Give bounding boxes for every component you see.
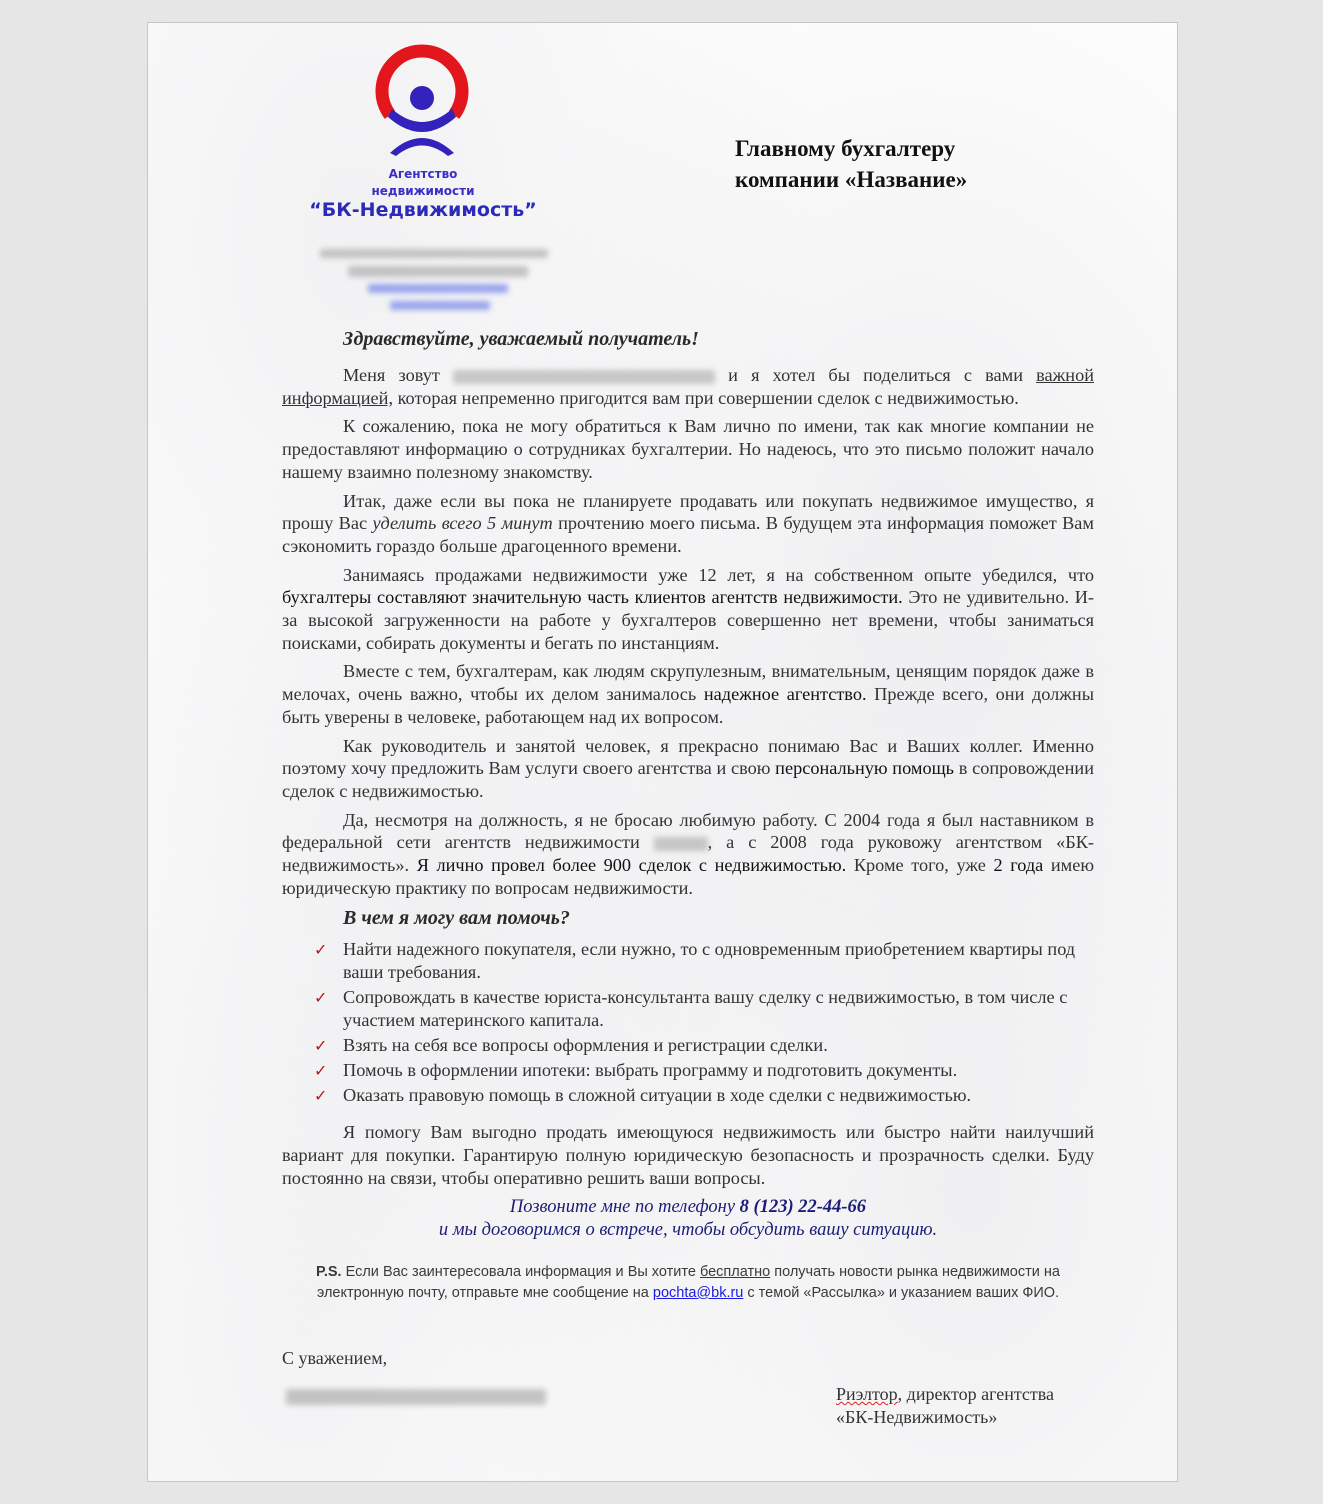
- checkmark-icon: ✓: [314, 988, 328, 1008]
- list-item: [282, 1034, 1094, 1057]
- emphasis: уделить всего 5 минут: [372, 513, 553, 534]
- highlight: бухгалтеры составляют значительную часть клиентов агентств недвижимости.: [282, 587, 903, 608]
- network-name-redacted: [654, 837, 708, 851]
- paragraph-intro: [282, 364, 1094, 409]
- text: Как руководитель и занятой человек, я прекрасно понимаю Вас и Ваших коллег. Именно поэтому хочу предложить Вам услуги своего агентства и свою: [282, 735, 1094, 779]
- letter-body: [282, 328, 1094, 1304]
- paragraph-offer: [282, 735, 1094, 803]
- services-list: [282, 938, 1094, 1107]
- text: Позвоните мне по телефону: [509, 1196, 740, 1217]
- ps-label: P.S.: [316, 1263, 342, 1280]
- text: прочтению моего письма. В будущем эта информация поможет Вам сэкономить гораздо больше драгоценного времени.: [282, 513, 1094, 556]
- letter-page: [147, 22, 1178, 1482]
- text: Кроме того, уже: [846, 855, 994, 876]
- addressee-line-2: компании «Название»: [735, 167, 968, 192]
- list-item-text: Взять на себя все вопросы оформления и регистрации сделки.: [343, 1035, 828, 1056]
- text: получать новости рынка недвижимости на электронную почту, отправьте мне сообщение на: [316, 1263, 1060, 1301]
- signature-name-redacted: [286, 1389, 546, 1405]
- paragraph-background: [282, 809, 1094, 900]
- checkmark-icon: ✓: [314, 940, 328, 960]
- important-info-link: важной информацией,: [282, 365, 1094, 408]
- logo-tagline-1: Агентство: [388, 167, 458, 181]
- text: которая непременно пригодится вам при совершении сделок с недвижимостью.: [393, 387, 1019, 408]
- addressee-block: [735, 133, 967, 195]
- highlight: персональную помощь: [775, 758, 954, 779]
- text: Риэлтор: [836, 1384, 898, 1404]
- text: в сопровождении сделок с недвижимостью.: [282, 758, 1095, 801]
- contact-email-redacted: [368, 284, 508, 293]
- paragraph-apology: К сожалению, пока не могу обратиться к Вам лично по имени, так как многие компании не предоставляют информацию о сотрудниках бухгалтерии. Но надеюсь, что это письмо положит начало нашему взаимно полезному знакомству.: [282, 416, 1094, 482]
- paragraph-reliable-agency: [282, 660, 1094, 728]
- contact-phone-redacted: [348, 266, 528, 277]
- list-item: [282, 1084, 1094, 1107]
- paragraph-experience: [282, 564, 1094, 655]
- list-item: [282, 1059, 1094, 1082]
- checkmark-icon: ✓: [314, 1061, 328, 1081]
- signature-title: [836, 1383, 1054, 1429]
- highlight: 2 года: [993, 855, 1044, 876]
- checkmark-icon: ✓: [314, 1086, 328, 1106]
- closing: С уважением,: [282, 1348, 388, 1368]
- greeting: Здравствуйте, уважаемый получатель!: [343, 328, 699, 350]
- text: Занимаясь продажами недвижимости уже 12 лет, я на собственном опыте убедился, что: [343, 564, 1094, 585]
- text: Это не удивительно. И-за высокой загруженности на работе у бухгалтеров совершенно нет времени, чтобы заниматься поисками, собирать документы и бегать по инстанциям.: [282, 587, 1094, 653]
- cta-line-1: [282, 1196, 1094, 1219]
- list-item: [282, 986, 1094, 1032]
- signature-role: [836, 1383, 1054, 1406]
- highlight: Я лично провел более 900 сделок с недвижимостью.: [416, 855, 847, 876]
- cta-line-2: и мы договоримся о встрече, чтобы обсудить вашу ситуацию.: [438, 1219, 938, 1240]
- list-item-text: Помочь в оформлении ипотеки: выбрать программу и подготовить документы.: [343, 1060, 958, 1081]
- text: Меня зовут: [343, 365, 454, 385]
- phone-number: 8 (123) 22-44-66: [739, 1196, 867, 1217]
- text: Если Вас заинтересовала информация и Вы хотите: [341, 1263, 700, 1280]
- text: , директор агентства: [897, 1384, 1055, 1404]
- text: Прежде всего, они должны быть уверены в человеке, работающем над их вопросом.: [282, 684, 1094, 727]
- sender-name-redacted: [453, 370, 715, 384]
- text: и я хотел бы поделиться с вами: [715, 365, 1037, 385]
- text: имею юридическую практику по вопросам недвижимости.: [282, 855, 1094, 898]
- company-logo: [308, 43, 538, 303]
- text: Да, несмотря на должность, я не бросаю любимую работу. С 2004 года я был наставником в федеральной сети агентств недвижимости: [282, 809, 1094, 853]
- text: Вместе с тем, бухгалтерам, как людям скрупулезным, внимательным, ценящим порядок даже в мелочах, очень важно, чтобы их делом занималось: [282, 661, 1094, 705]
- addressee-line-1: Главному бухгалтеру: [735, 136, 956, 161]
- list-item-text: Сопровождать в качестве юриста-консультанта вашу сделку с недвижимостью, в том числе с участием материнского капитала.: [343, 987, 1068, 1031]
- contact-address-redacted: [320, 249, 548, 258]
- text: с темой «Рассылка» и указанием ваших ФИО.: [743, 1284, 1060, 1301]
- checkmark-icon: ✓: [314, 1036, 328, 1056]
- logo-tagline-2: недвижимости: [371, 184, 475, 198]
- contact-site-redacted: [390, 301, 490, 310]
- logo-company-name: “БК-Недвижимость”: [309, 199, 537, 221]
- paragraph-five-minutes: [282, 490, 1094, 558]
- call-to-action: [282, 1196, 1094, 1242]
- postscript: [282, 1262, 1094, 1304]
- paragraph-guarantee: Я помогу Вам выгодно продать имеющуюся недвижимость или быстро найти наилучший вариант для покупки. Гарантирую полную юридическую безопасность и прозрачность сделки. Буду постоянно на связи, чтобы оперативно решить ваши вопросы.: [282, 1122, 1094, 1188]
- signature-company: «БК-Недвижимость»: [836, 1407, 998, 1427]
- help-heading: В чем я могу вам помочь?: [343, 907, 570, 930]
- highlight: надежное агентство.: [703, 684, 867, 705]
- free-word: бесплатно: [699, 1263, 771, 1280]
- text: , а с 2008 года руковожу агентством «БК-недвижимость».: [282, 832, 1094, 876]
- list-item: [282, 938, 1094, 984]
- text: Итак, даже если вы пока не планируете продавать или покупать недвижимое имущество, я прошу Вас: [282, 490, 1094, 534]
- list-item-text: Оказать правовую помощь в сложной ситуации в ходе сделки с недвижимостью.: [343, 1085, 972, 1106]
- list-item-text: Найти надежного покупателя, если нужно, то с одновременным приобретением квартиры под ваши требования.: [343, 939, 1076, 983]
- email-link[interactable]: pochta@bk.ru: [652, 1284, 744, 1301]
- logo-emblem-icon: [372, 43, 472, 158]
